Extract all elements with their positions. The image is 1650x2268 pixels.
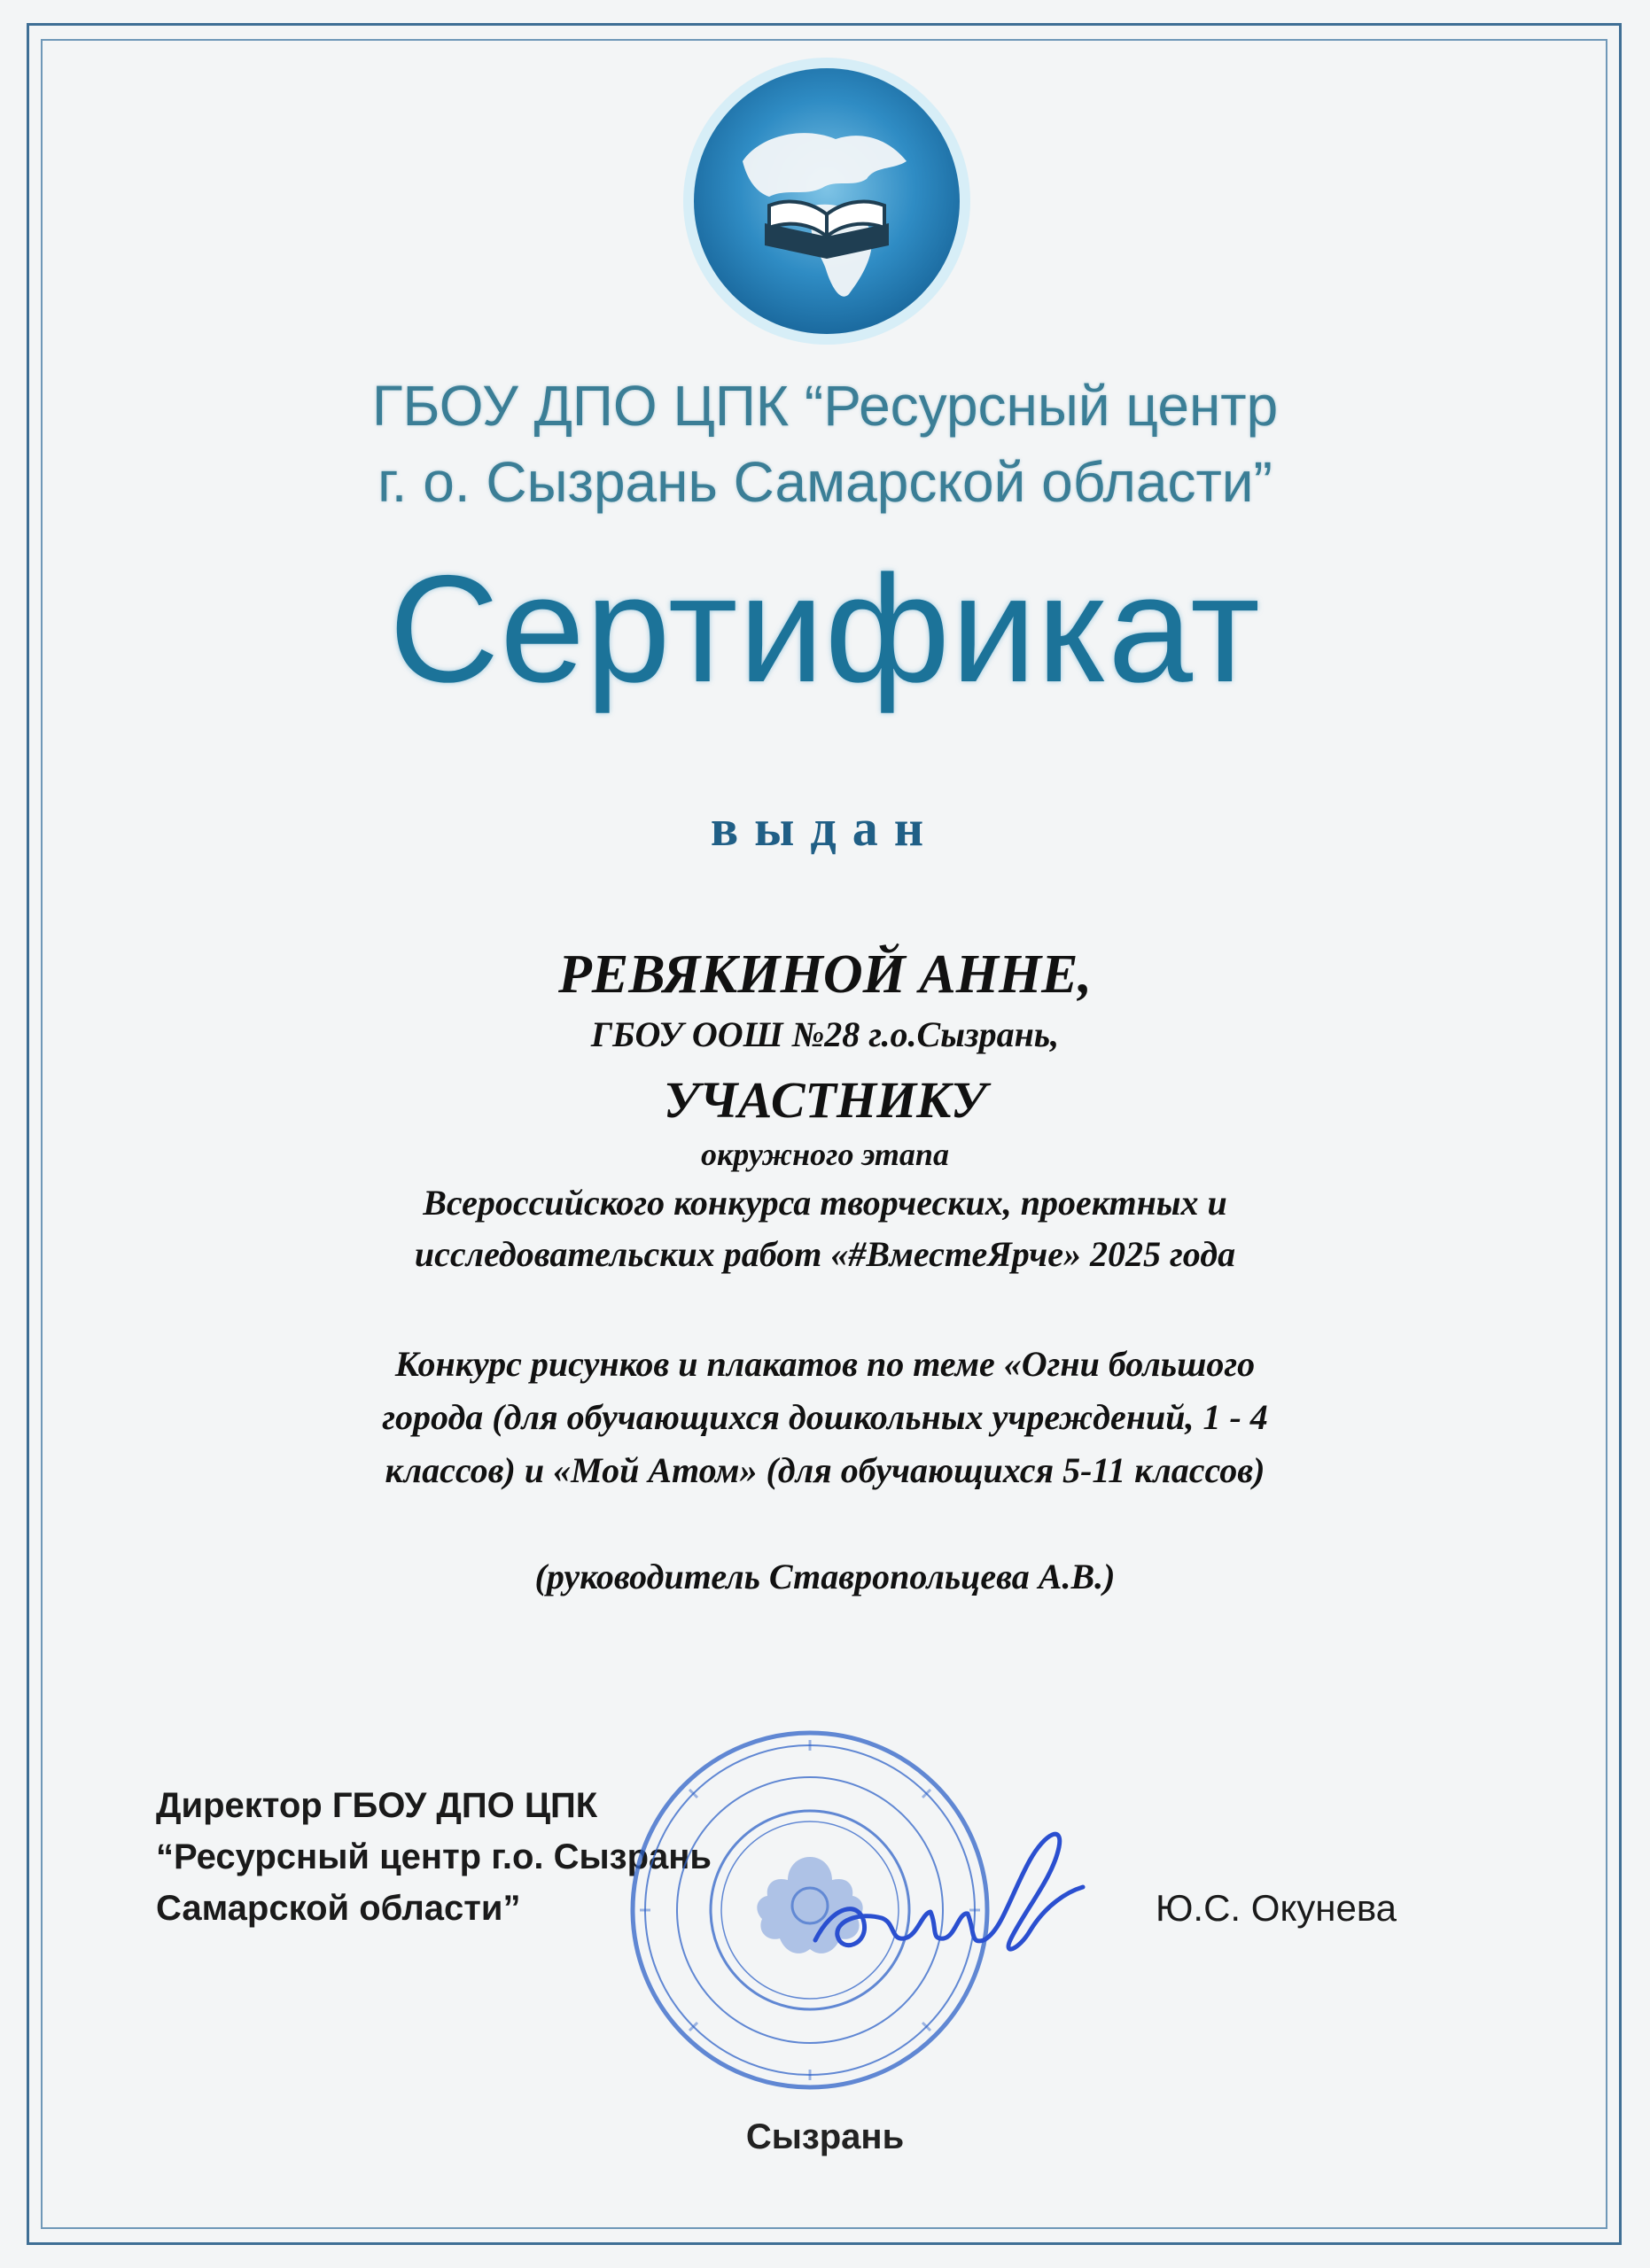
director-title-line2: “Ресурсный центр г.о. Сызрань	[156, 1837, 712, 1876]
recipient-name: РЕВЯКИНОЙ АННЕ,	[557, 944, 1093, 1005]
signer-name: Ю.С. Окунева	[1156, 1887, 1397, 1929]
nomination-line1: Конкурс рисунков и плакатов по теме «Огни большого	[394, 1344, 1256, 1384]
issued-label: выдан	[710, 799, 940, 857]
organization-name-line1: ГБОУ ДПО ЦПК “Ресурсный центр	[371, 374, 1279, 438]
recipient-school: ГБОУ ООШ №28 г.о.Сызрань,	[590, 1014, 1060, 1054]
contest-name-line1: Всероссийского конкурса творческих, проектных и	[423, 1183, 1227, 1223]
recipient-role: УЧАСТНИКУ	[663, 1071, 987, 1129]
contest-name-line2: исследовательских работ «#ВместеЯрче» 2025 года	[414, 1234, 1236, 1274]
director-title-line3: Самарской области”	[156, 1889, 521, 1928]
director-title-line1: Директор ГБОУ ДПО ЦПК	[156, 1786, 598, 1825]
director-signature	[798, 1807, 1090, 1976]
nomination-line2: города (для обучающихся дошкольных учреждений, 1 - 4	[382, 1397, 1268, 1437]
nomination-line3: классов) и «Мой Атом» (для обучающихся 5-11 классов)	[385, 1450, 1265, 1490]
certificate-title: Сертификат	[389, 544, 1261, 714]
contest-stage: окружного этапа	[701, 1137, 949, 1172]
globe-book-logo	[681, 55, 973, 347]
city-name: Сызрань	[745, 2117, 905, 2156]
supervisor-note: (руководитель Ставропольцева А.В.)	[534, 1557, 1116, 1596]
organization-name-line2: г. о. Сызрань Самарской области”	[377, 450, 1273, 514]
